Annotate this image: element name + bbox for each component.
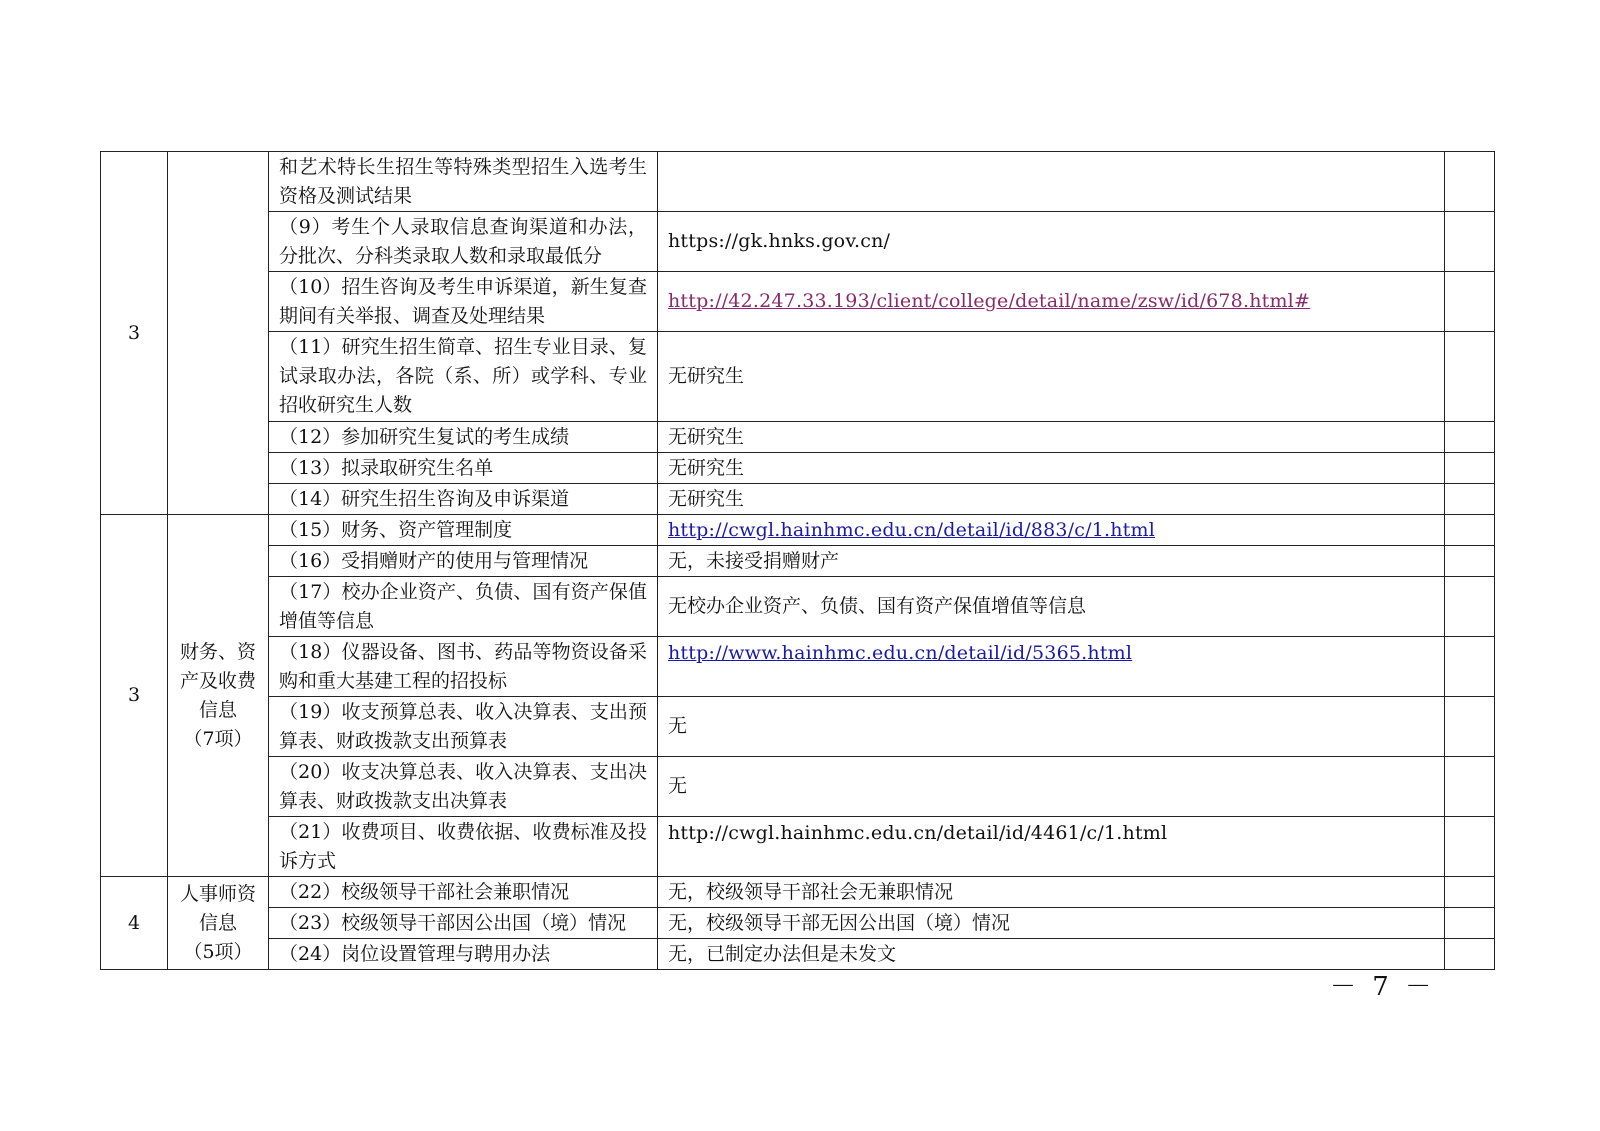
- table-row: [101, 817, 1495, 877]
- group-category: [168, 152, 269, 515]
- item-description: （11）研究生招生简章、招生专业目录、复试录取办法，各院（系、所）或学科、专业招收研究生人数: [269, 332, 658, 422]
- remark-cell: [1445, 453, 1495, 484]
- table-row: [101, 272, 1495, 332]
- table-row: [101, 484, 1495, 515]
- item-value: 无，校级领导干部无因公出国（境）情况: [658, 908, 1445, 939]
- item-value: 无研究生: [658, 453, 1445, 484]
- item-value: 无研究生: [658, 484, 1445, 515]
- table-row: [101, 546, 1495, 577]
- item-value: [658, 152, 1445, 212]
- group-number: 3: [101, 152, 168, 515]
- group-category: [168, 515, 269, 877]
- item-description: （18）仪器设备、图书、药品等物资设备采购和重大基建工程的招投标: [269, 637, 658, 697]
- category-line: 人事师资: [179, 882, 256, 905]
- remark-cell: [1445, 757, 1495, 817]
- remark-cell: [1445, 577, 1495, 637]
- item-description: （21）收费项目、收费依据、收费标准及投诉方式: [269, 817, 658, 877]
- table-row: [101, 637, 1495, 697]
- remark-cell: [1445, 908, 1495, 939]
- item-link[interactable]: http://42.247.33.193/client/college/detail/name/zsw/id/678.html#: [658, 272, 1445, 332]
- item-description: （22）校级领导干部社会兼职情况: [269, 877, 658, 908]
- table-row: [101, 422, 1495, 453]
- remark-cell: [1445, 484, 1495, 515]
- category-line: 信息: [198, 698, 237, 721]
- remark-cell: [1445, 817, 1495, 877]
- item-description: （9）考生个人录取信息查询渠道和办法，分批次、分科类录取人数和录取最低分: [269, 212, 658, 272]
- remark-cell: [1445, 212, 1495, 272]
- item-value: 无研究生: [658, 332, 1445, 422]
- item-description: （24）岗位设置管理与聘用办法: [269, 939, 658, 970]
- item-value: 无: [658, 697, 1445, 757]
- item-link[interactable]: http://cwgl.hainhmc.edu.cn/detail/id/883/c/1.html: [658, 515, 1445, 546]
- category-line: 信息: [198, 911, 237, 934]
- category-line: 财务、资: [179, 640, 256, 663]
- table-row: [101, 697, 1495, 757]
- remark-cell: [1445, 697, 1495, 757]
- item-description: （15）财务、资产管理制度: [269, 515, 658, 546]
- item-description: （17）校办企业资产、负债、国有资产保值增值等信息: [269, 577, 658, 637]
- remark-cell: [1445, 877, 1495, 908]
- remark-cell: [1445, 939, 1495, 970]
- table-row: [101, 908, 1495, 939]
- category-line: 产及收费: [179, 669, 256, 692]
- table-row: [101, 939, 1495, 970]
- category-line: （7项）: [183, 727, 253, 750]
- table-row: [101, 152, 1495, 212]
- group-number: 4: [101, 877, 168, 970]
- page-number: － 7 －: [1330, 972, 1436, 1002]
- remark-cell: [1445, 637, 1495, 697]
- remark-cell: [1445, 332, 1495, 422]
- item-value: 无，已制定办法但是未发文: [658, 939, 1445, 970]
- item-value: 无研究生: [658, 422, 1445, 453]
- table-row: [101, 757, 1495, 817]
- remark-cell: [1445, 422, 1495, 453]
- item-description: （10）招生咨询及考生申诉渠道，新生复查期间有关举报、调查及处理结果: [269, 272, 658, 332]
- item-description: 和艺术特长生招生等特殊类型招生入选考生资格及测试结果: [269, 152, 658, 212]
- category-line: （5项）: [183, 940, 253, 963]
- item-value: 无: [658, 757, 1445, 817]
- item-value: 无，校级领导干部社会无兼职情况: [658, 877, 1445, 908]
- item-description: （16）受捐赠财产的使用与管理情况: [269, 546, 658, 577]
- remark-cell: [1445, 515, 1495, 546]
- remark-cell: [1445, 272, 1495, 332]
- item-description: （13）拟录取研究生名单: [269, 453, 658, 484]
- item-description: （14）研究生招生咨询及申诉渠道: [269, 484, 658, 515]
- disclosure-table: [100, 151, 1495, 970]
- remark-cell: [1445, 152, 1495, 212]
- table-row: [101, 332, 1495, 422]
- group-category: [168, 877, 269, 970]
- remark-cell: [1445, 546, 1495, 577]
- table-row: [101, 453, 1495, 484]
- item-value: http://cwgl.hainhmc.edu.cn/detail/id/4461/c/1.html: [658, 817, 1445, 877]
- item-description: （19）收支预算总表、收入决算表、支出预算表、财政拨款支出预算表: [269, 697, 658, 757]
- item-value: 无校办企业资产、负债、国有资产保值增值等信息: [658, 577, 1445, 637]
- item-description: （23）校级领导干部因公出国（境）情况: [269, 908, 658, 939]
- group-number: 3: [101, 515, 168, 877]
- table-row: [101, 212, 1495, 272]
- item-link[interactable]: http://www.hainhmc.edu.cn/detail/id/5365.html: [658, 637, 1445, 697]
- table-row: [101, 577, 1495, 637]
- item-description: （20）收支决算总表、收入决算表、支出决算表、财政拨款支出决算表: [269, 757, 658, 817]
- item-value: 无，未接受捐赠财产: [658, 546, 1445, 577]
- item-description: （12）参加研究生复试的考生成绩: [269, 422, 658, 453]
- table-row: [101, 515, 1495, 546]
- item-value: https://gk.hnks.gov.cn/: [658, 212, 1445, 272]
- table-row: [101, 877, 1495, 908]
